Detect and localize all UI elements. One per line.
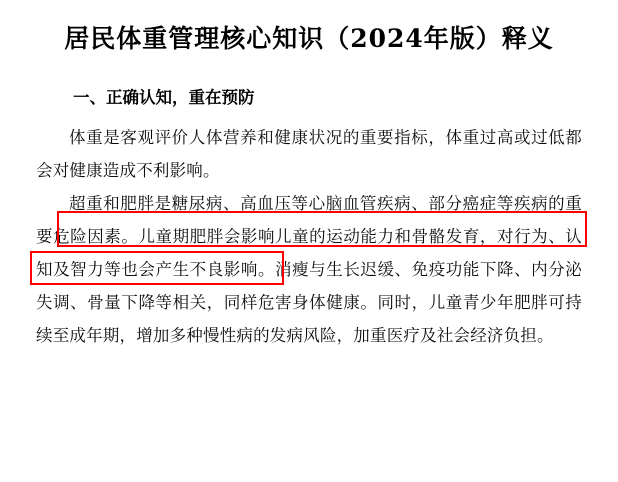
page-title: 居民体重管理核心知识（2024年版）释义 bbox=[64, 24, 554, 53]
paragraph-2: 超重和肥胖是糖尿病、高血压等心脑血管疾病、部分癌症等疾病的重要危险因素。儿童期肥胖会影响儿童的运动能力和骨骼发育，对行为、认知及智力等也会产生不良影响。消瘦与生长迟缓、免疫功能下降、内分泌失调、骨量下降等相关，同样危害身体健康。同时，儿童青少年肥胖可持续至成年期，增加多种慢性病的发病风险，加重医疗及社会经济负担。 bbox=[36, 193, 582, 345]
paragraph-1: 体重是客观评价人体营养和健康状况的重要指标，体重过高或过低都会对健康造成不利影响。 bbox=[36, 127, 582, 180]
section-heading: 一、正确认知，重在预防 bbox=[73, 87, 255, 107]
body-text-block bbox=[0, 111, 618, 352]
